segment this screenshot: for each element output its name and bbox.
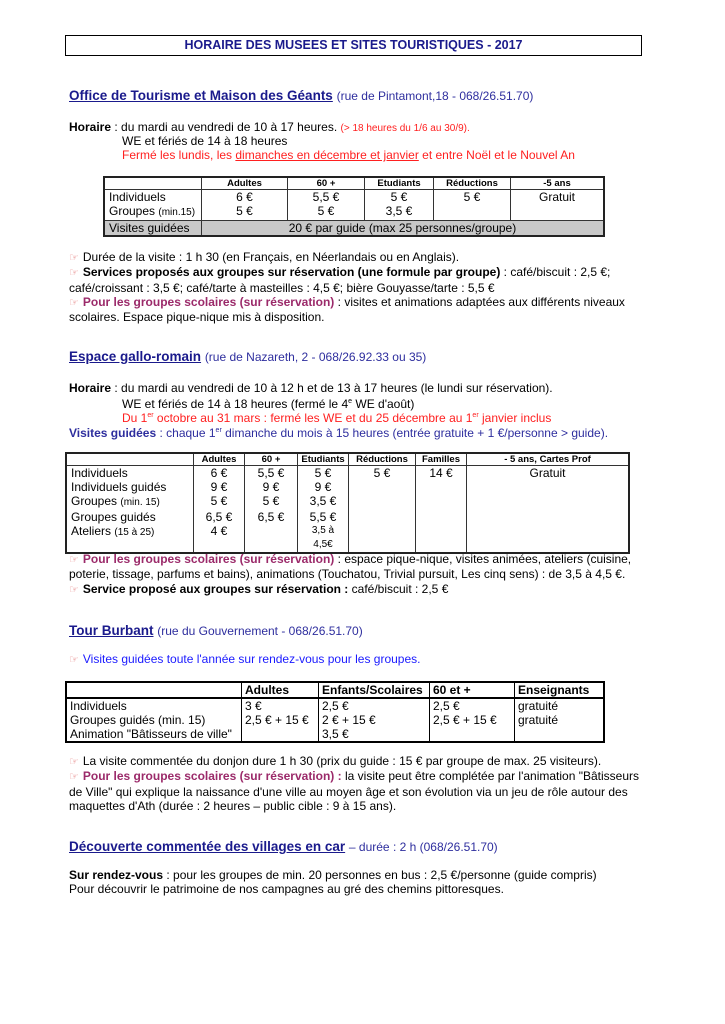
cell: 5,5 € <box>245 466 298 481</box>
cell: Individuels guidés <box>66 480 194 494</box>
bullet-text: la visite peut être complétée par l'animation "Bâtisseurs de Ville" qui explique la naissance d'une ville au moyen âge et son évolution via un jeu de rôle autour des maquettes d'Ath (durée : 2 heures – public cible : 9 à 15 ans). <box>69 769 640 813</box>
cell: 2,5 € + 15 € <box>242 713 319 727</box>
pointing-hand-icon: ☞ <box>69 583 79 596</box>
bullet-bold: Service proposé aux groupes sur réservation : <box>82 581 349 596</box>
cell: 6 € <box>194 466 245 481</box>
col-header: - 5 ans, Cartes Prof <box>467 453 630 466</box>
cell <box>434 204 511 221</box>
cell-note: (min. 15) <box>120 497 160 508</box>
text: e <box>348 398 353 405</box>
col-header: Etudiants <box>365 177 434 190</box>
cell <box>511 204 605 221</box>
cell <box>416 480 467 494</box>
cell: Groupes guidés (min. 15) <box>66 713 242 727</box>
horaire-weekend: WE et fériés de 14 à 18 heures <box>122 134 288 148</box>
pointing-hand-icon: ☞ <box>69 267 79 280</box>
bullet-list-gallo-romain <box>69 552 649 597</box>
cell: 4 € <box>194 524 245 553</box>
text: Du 1 <box>122 411 148 425</box>
bullet-text: Durée de la visite : 1 h 30 (en Français, en Néerlandais ou en Anglais). <box>82 250 460 264</box>
col-header: 60 et + <box>430 682 515 698</box>
cell <box>430 727 515 742</box>
price-table-office <box>103 176 605 237</box>
pointing-hand-icon: ☞ <box>69 252 79 264</box>
pointing-hand-icon: ☞ <box>69 654 79 666</box>
horaire-text: : du mardi au vendredi de 10 à 12 h et de 13 à 17 heures (le lundi sur réservation). <box>111 381 553 395</box>
cell: 2,5 € + 15 € <box>430 713 515 727</box>
horaire-text: : du mardi au vendredi de 10 à 17 heures. <box>111 120 341 134</box>
col-header: Réductions <box>349 453 416 466</box>
cell: gratuité <box>515 713 605 727</box>
text: er <box>147 412 154 419</box>
section-heading-villages-car <box>69 839 498 854</box>
bullet-text: : espace pique-nique, visites animées, ateliers (cuisine, poterie, tissage, parfums et bains), animations (Touchatou, Trivial pursuit, Les cinq sens) : de 3,5 à 4,5 €. <box>69 552 632 582</box>
cell <box>245 524 298 553</box>
cell: 5 € <box>202 204 288 221</box>
table-row <box>66 698 604 713</box>
section-title: Office de Tourisme et Maison des Géants <box>69 88 333 103</box>
cell: Gratuit <box>511 190 605 205</box>
cell: gratuité <box>515 698 605 713</box>
cell: 2 € + 15 € <box>319 713 430 727</box>
text: Sur rendez-vous <box>69 868 164 882</box>
table-row <box>66 510 629 524</box>
text: janvier inclus <box>478 411 552 425</box>
section-address: (rue de Nazareth, 2 - 068/26.92.33 ou 35) <box>204 350 427 364</box>
text: WE d'août) <box>352 397 415 411</box>
col-header <box>104 177 202 190</box>
cell <box>66 524 194 553</box>
bullet-bold: Pour les groupes scolaires (sur réservation) <box>82 294 335 309</box>
cell: 3 € <box>242 698 319 713</box>
bullet-item <box>69 582 649 597</box>
bullet-item <box>69 552 649 582</box>
text: dimanche du mois à 15 heures (entrée gratuite + 1 €/personne > guide). <box>221 426 609 440</box>
section-heading-gallo-romain <box>69 349 426 364</box>
section-heading-tour-burbant <box>69 623 363 638</box>
cell: 5 € <box>365 190 434 205</box>
cell <box>349 524 416 553</box>
cell: 5 € <box>434 190 511 205</box>
cell <box>349 510 416 524</box>
cell: 3,5 € <box>298 494 349 510</box>
cell: 9 € <box>194 480 245 494</box>
col-header: -5 ans <box>511 177 605 190</box>
cell <box>349 480 416 494</box>
cell <box>242 727 319 742</box>
section-address: (rue du Gouvernement - 068/26.51.70) <box>157 624 363 638</box>
cell <box>467 480 630 494</box>
col-header: 60 + <box>288 177 365 190</box>
table-row-guided <box>104 221 604 237</box>
cell: 9 € <box>245 480 298 494</box>
table-row <box>66 727 604 742</box>
table-row <box>66 480 629 494</box>
text: er <box>215 427 222 434</box>
bullet-bold: Pour les groupes scolaires (sur réservation) : <box>82 769 342 784</box>
cell: 9 € <box>298 480 349 494</box>
table-row <box>66 524 629 553</box>
col-header: Réductions <box>434 177 511 190</box>
table-header-row <box>104 177 604 190</box>
col-header: Enfants/Scolaires <box>319 682 430 698</box>
table-header-row <box>66 682 604 698</box>
bullet-text: : café/biscuit : 2,5 €; café/croissant : 3,5 €; café/tarte à masteilles : 4,5 €; bière Gouyasse/tarte : 5,5 € <box>69 265 611 295</box>
section-title: Découverte commentée des villages en car <box>69 839 346 854</box>
table-row <box>104 204 604 221</box>
section-title: Tour Burbant <box>69 623 154 638</box>
col-header: Familles <box>416 453 467 466</box>
col-header: Etudiants <box>298 453 349 466</box>
cell <box>349 494 416 510</box>
bullet-text: café/biscuit : 2,5 € <box>348 581 449 596</box>
closed-text: et entre Noël et le Nouvel An <box>418 148 575 162</box>
cell <box>515 727 605 742</box>
cell: Visites guidées <box>104 221 202 237</box>
cell: 3,5 € <box>365 204 434 221</box>
cell: 6 € <box>202 190 288 205</box>
horaire-label: Horaire <box>69 120 112 134</box>
bullet-text: La visite commentée du donjon dure 1 h 30 (prix du guide : 15 € par groupe de max. 25 visiteurs). <box>82 754 602 768</box>
cell: 6,5 € <box>194 510 245 524</box>
cell: Individuels <box>66 466 194 481</box>
table-row <box>66 466 629 481</box>
closed-notice <box>122 409 551 425</box>
bullet-list-office <box>69 250 649 324</box>
section-address: – durée : 2 h (068/26.51.70) <box>348 840 498 854</box>
col-header: Enseignants <box>515 682 605 698</box>
pointing-hand-icon: ☞ <box>69 771 79 784</box>
cell: 14 € <box>416 466 467 481</box>
text: octobre au 31 mars : fermé les WE et du 25 décembre au 1 <box>153 411 473 425</box>
cell-text: Groupes <box>109 204 156 218</box>
bullet-text: : visites et animations adaptées aux différents niveaux scolaires. Espace pique-nique mis à disposition. <box>69 294 625 325</box>
appointment-line <box>69 868 597 882</box>
bullet-bold: Services proposés aux groupes sur réservation (une formule par groupe) <box>82 265 501 280</box>
page-title: HORAIRE DES MUSEES ET SITES TOURISTIQUES - 2017 <box>65 35 642 56</box>
cell: 5 € <box>288 204 365 221</box>
guided-visits-line <box>69 424 608 440</box>
cell: 5 € <box>245 494 298 510</box>
table-row <box>66 713 604 727</box>
bullet-list-tour-burbant <box>69 754 649 813</box>
cell <box>416 494 467 510</box>
cell <box>416 510 467 524</box>
section-address: (rue de Pintamont,18 - 068/26.51.70) <box>336 89 534 103</box>
closed-text: dimanches en décembre et janvier <box>235 148 419 162</box>
col-header <box>66 682 242 698</box>
cell: 3,5 € <box>319 727 430 742</box>
cell: Groupes guidés <box>66 510 194 524</box>
cell <box>66 494 194 510</box>
cell: 3,5 à 4,5€ <box>298 524 349 553</box>
closed-notice <box>122 148 575 162</box>
cell: 6,5 € <box>245 510 298 524</box>
cell: Gratuit <box>467 466 630 481</box>
section-heading-office-tourisme <box>69 88 533 103</box>
cell: 20 € par guide (max 25 personnes/groupe) <box>202 221 605 237</box>
col-header: Adultes <box>202 177 288 190</box>
col-header: Adultes <box>194 453 245 466</box>
cell: 2,5 € <box>319 698 430 713</box>
cell: Individuels <box>66 698 242 713</box>
price-table-gallo-romain <box>65 452 630 554</box>
pointing-hand-icon: ☞ <box>69 296 79 309</box>
table-row <box>104 190 604 205</box>
price-table-tour-burbant <box>65 681 605 743</box>
cell-text: Ateliers <box>71 524 112 538</box>
text: : pour les groupes de min. 20 personnes en bus : 2,5 €/personne (guide compris) <box>163 868 597 882</box>
bullet-item <box>69 769 649 813</box>
bullet-bold: Pour les groupes scolaires (sur réservation) <box>82 552 335 566</box>
cell: 5 € <box>349 466 416 481</box>
horaire-note: (> 18 heures du 1/6 au 30/9). <box>340 123 470 134</box>
bullet-text: Visites guidées toute l'année sur rendez-vous pour les groupes. <box>82 652 421 666</box>
cell-note: (15 à 25) <box>114 527 155 538</box>
bullet-item <box>69 652 421 667</box>
section-title: Espace gallo-romain <box>69 349 202 364</box>
text: WE et fériés de 14 à 18 heures (fermé le 4 <box>122 397 349 411</box>
cell-text: Groupes <box>71 494 118 508</box>
text: : chaque 1 <box>156 426 216 440</box>
bullet-item <box>69 295 649 325</box>
cell: 5 € <box>194 494 245 510</box>
bullet-item <box>69 250 649 265</box>
table-header-row <box>66 453 629 466</box>
cell: 5,5 € <box>298 510 349 524</box>
cell <box>467 524 630 553</box>
col-header: 60 + <box>245 453 298 466</box>
cell: Individuels <box>104 190 202 205</box>
pointing-hand-icon: ☞ <box>69 756 79 768</box>
description-line: Pour découvrir le patrimoine de nos campagnes au gré des chemins pittoresques. <box>69 882 504 896</box>
cell: 5 € <box>298 466 349 481</box>
table-row <box>66 494 629 510</box>
horaire-label: Horaire <box>69 381 112 395</box>
pointing-hand-icon: ☞ <box>69 554 79 566</box>
cell: Animation "Bâtisseurs de ville" <box>66 727 242 742</box>
col-header <box>66 453 194 466</box>
closed-text: Fermé les lundis, les <box>122 148 236 162</box>
cell <box>467 494 630 510</box>
text: Visites guidées <box>69 426 157 440</box>
cell: 2,5 € <box>430 698 515 713</box>
horaire-line <box>69 381 553 395</box>
cell: 5,5 € <box>288 190 365 205</box>
col-header: Adultes <box>242 682 319 698</box>
text: er <box>472 412 479 419</box>
cell-note: (min.15) <box>158 207 196 218</box>
bullet-item <box>69 754 649 769</box>
bullet-item <box>69 265 649 295</box>
cell <box>416 524 467 553</box>
cell <box>467 510 630 524</box>
cell <box>104 204 202 221</box>
